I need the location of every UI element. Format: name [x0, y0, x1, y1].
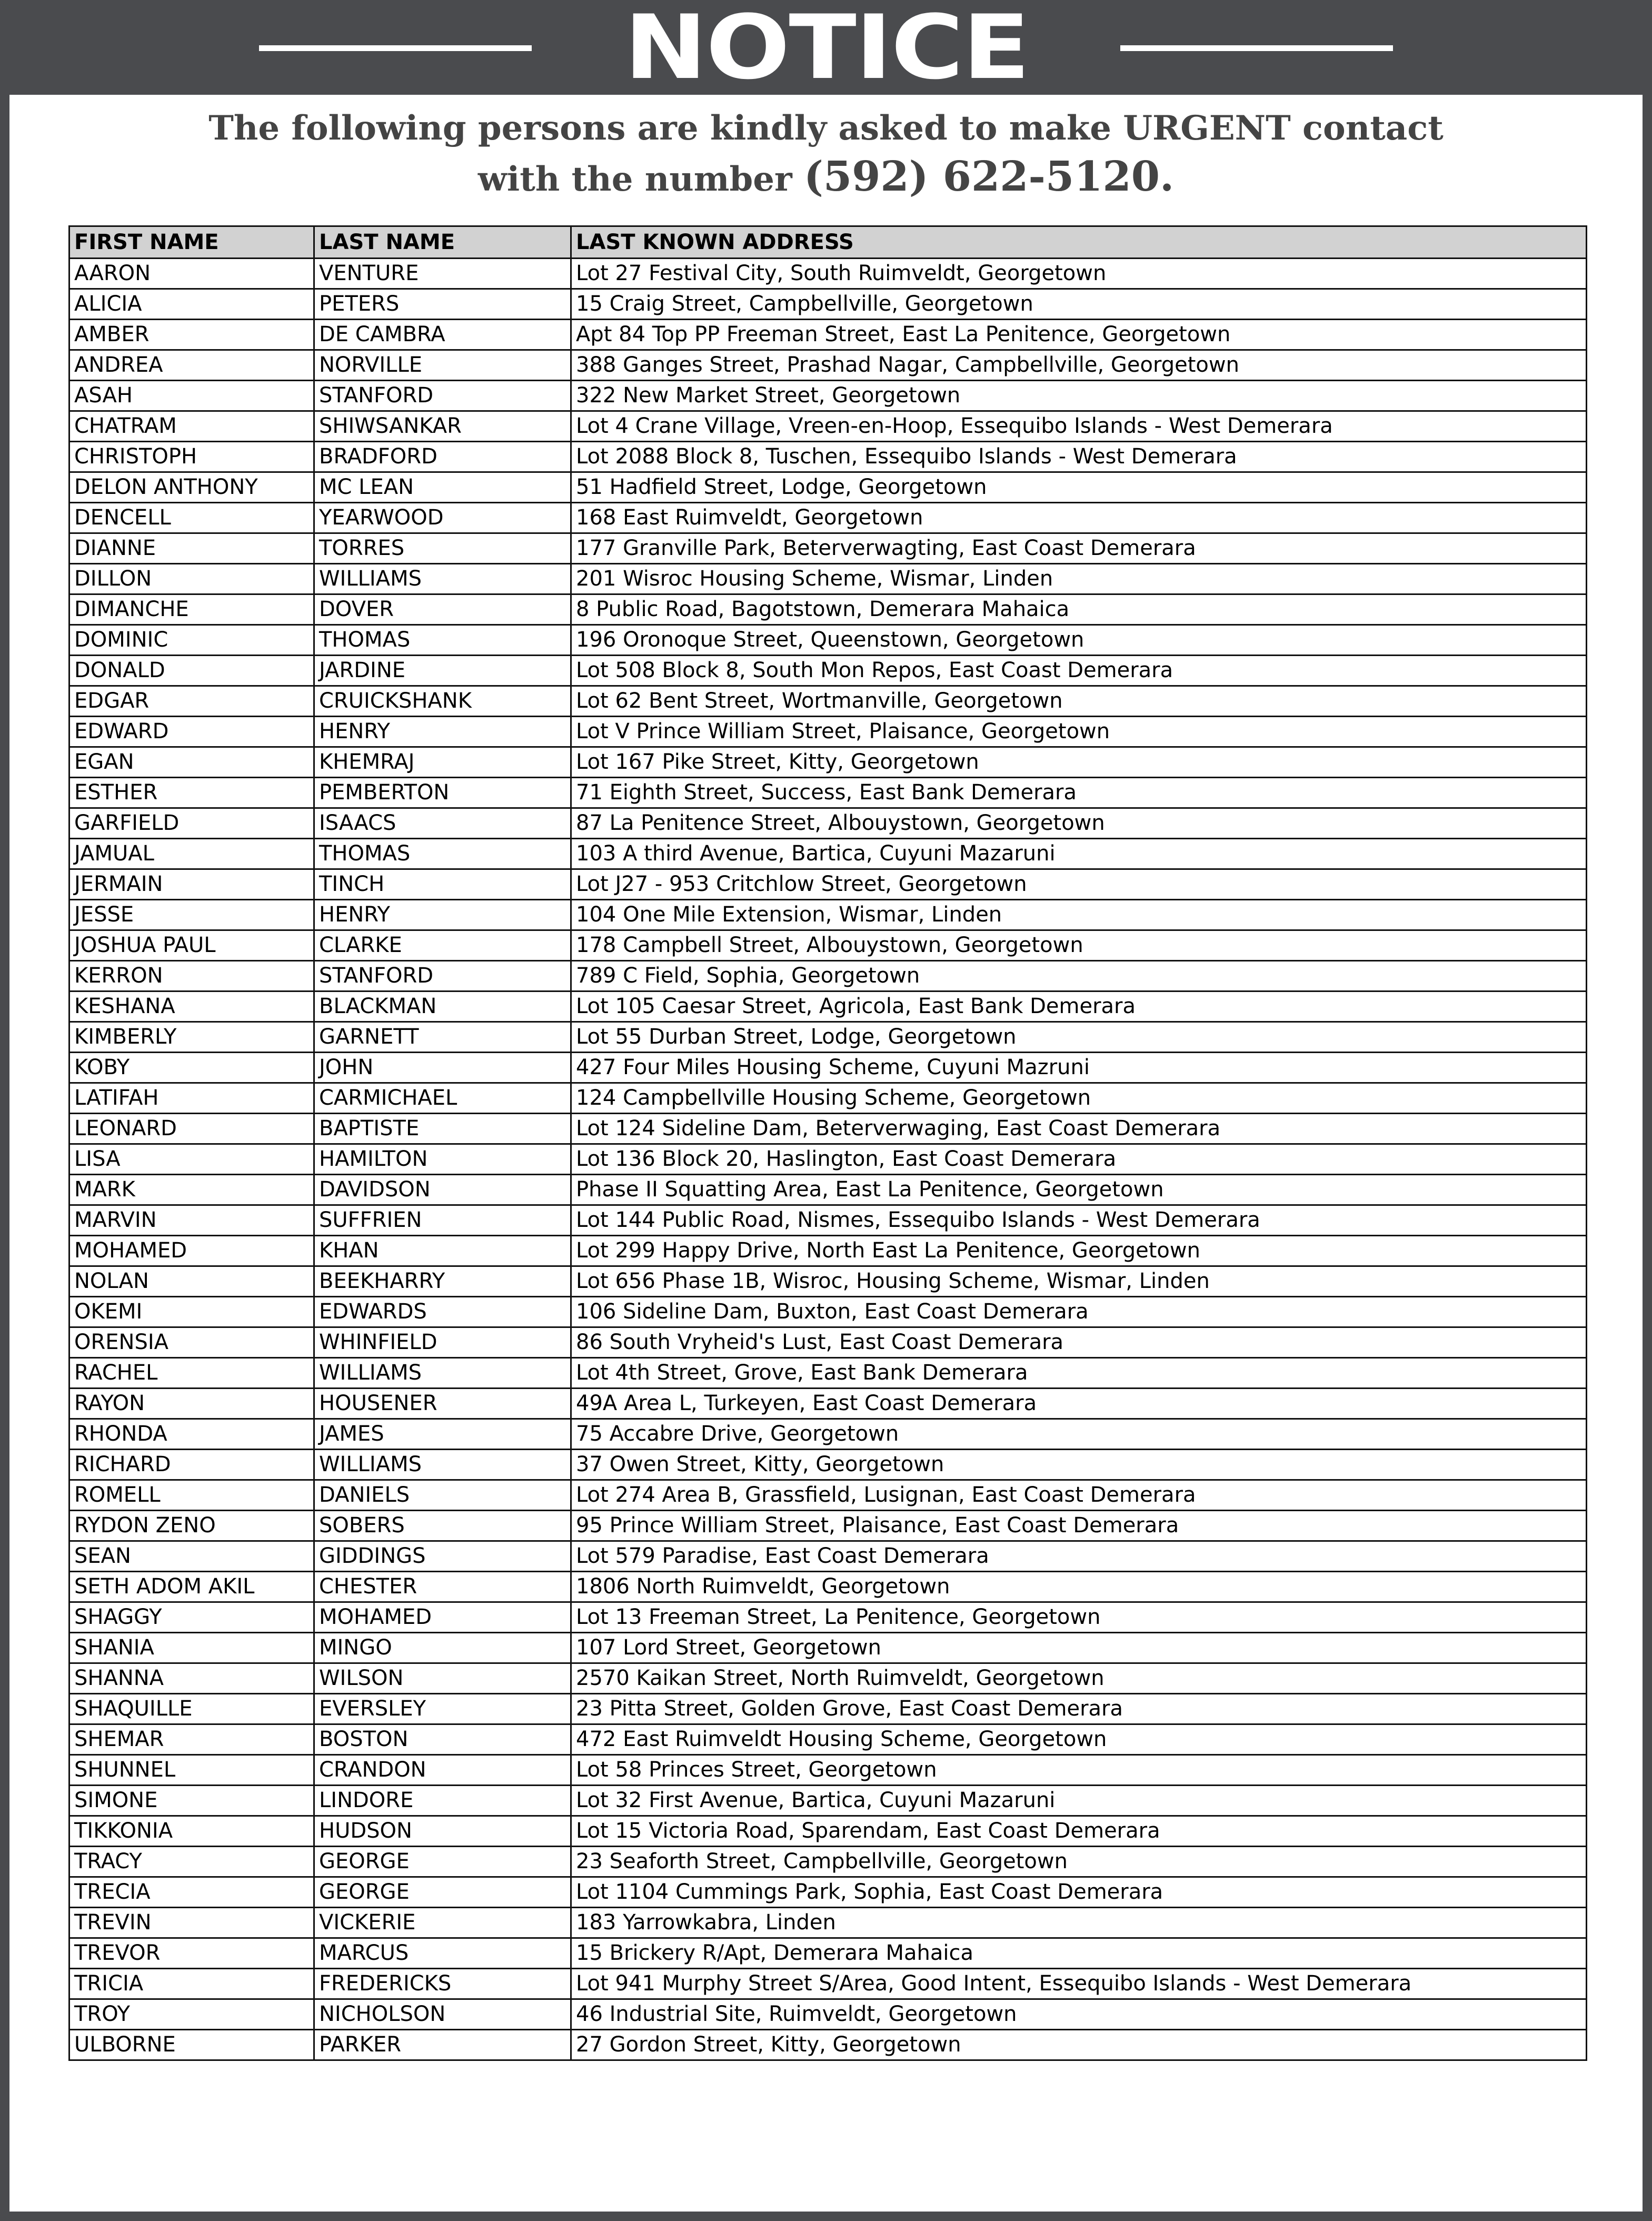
column-header-first-name: FIRST NAME — [69, 226, 314, 259]
table-row — [69, 1663, 1587, 1694]
first-name-cell: DONALD — [69, 656, 314, 686]
persons-table — [68, 225, 1587, 2061]
address-cell: Lot 32 First Avenue, Bartica, Cuyuni Mazaruni — [571, 1786, 1587, 1816]
first-name-cell: TREVIN — [69, 1908, 314, 1938]
table-row — [69, 1999, 1587, 2030]
first-name-cell: KIMBERLY — [69, 1022, 314, 1053]
table-row — [69, 1144, 1587, 1175]
address-cell: 46 Industrial Site, Ruimveldt, Georgetown — [571, 1999, 1587, 2030]
table-row — [69, 839, 1587, 869]
last-name-cell: THOMAS — [314, 839, 571, 869]
table-row — [69, 1327, 1587, 1358]
last-name-cell: SHIWSANKAR — [314, 411, 571, 442]
address-cell: 124 Campbellville Housing Scheme, Georgetown — [571, 1083, 1587, 1114]
table-row — [69, 442, 1587, 472]
address-cell: Lot 105 Caesar Street, Agricola, East Bank Demerara — [571, 991, 1587, 1022]
first-name-cell: EGAN — [69, 747, 314, 778]
address-cell: Lot 15 Victoria Road, Sparendam, East Coast Demerara — [571, 1816, 1587, 1847]
subtitle-line-2-prefix: with the number — [477, 160, 804, 199]
first-name-cell: SEAN — [69, 1541, 314, 1572]
address-cell: 106 Sideline Dam, Buxton, East Coast Demerara — [571, 1297, 1587, 1327]
first-name-cell: JAMUAL — [69, 839, 314, 869]
table-row — [69, 656, 1587, 686]
address-cell: 15 Craig Street, Campbellville, Georgetown — [571, 289, 1587, 320]
last-name-cell: VENTURE — [314, 259, 571, 289]
table-row — [69, 686, 1587, 717]
last-name-cell: YEARWOOD — [314, 503, 571, 533]
address-cell: Phase II Squatting Area, East La Penitence, Georgetown — [571, 1175, 1587, 1205]
first-name-cell: ROMELL — [69, 1480, 314, 1511]
last-name-cell: HUDSON — [314, 1816, 571, 1847]
address-cell: 103 A third Avenue, Bartica, Cuyuni Mazaruni — [571, 839, 1587, 869]
last-name-cell: WHINFIELD — [314, 1327, 571, 1358]
address-cell: Lot 136 Block 20, Haslington, East Coast Demerara — [571, 1144, 1587, 1175]
first-name-cell: SHEMAR — [69, 1724, 314, 1755]
last-name-cell: TINCH — [314, 869, 571, 900]
address-cell: 95 Prince William Street, Plaisance, East Coast Demerara — [571, 1511, 1587, 1541]
table-row — [69, 1572, 1587, 1602]
address-cell: 87 La Penitence Street, Albouystown, Georgetown — [571, 808, 1587, 839]
address-cell: Lot 508 Block 8, South Mon Repos, East Coast Demerara — [571, 656, 1587, 686]
table-row — [69, 717, 1587, 747]
last-name-cell: HENRY — [314, 900, 571, 930]
first-name-cell: JOSHUA PAUL — [69, 930, 314, 961]
last-name-cell: PETERS — [314, 289, 571, 320]
first-name-cell: MARK — [69, 1175, 314, 1205]
persons-table-wrapper — [68, 225, 1586, 2061]
first-name-cell: DENCELL — [69, 503, 314, 533]
last-name-cell: WILLIAMS — [314, 564, 571, 594]
first-name-cell: KOBY — [69, 1053, 314, 1083]
address-cell: 15 Brickery R/Apt, Demerara Mahaica — [571, 1938, 1587, 1969]
last-name-cell: BAPTISTE — [314, 1114, 571, 1144]
last-name-cell: CARMICHAEL — [314, 1083, 571, 1114]
last-name-cell: DOVER — [314, 594, 571, 625]
last-name-cell: GIDDINGS — [314, 1541, 571, 1572]
address-cell: Lot J27 - 953 Critchlow Street, Georgetown — [571, 869, 1587, 900]
first-name-cell: AARON — [69, 259, 314, 289]
last-name-cell: MC LEAN — [314, 472, 571, 503]
last-name-cell: CRUICKSHANK — [314, 686, 571, 717]
address-cell: Lot 941 Murphy Street S/Area, Good Intent, Essequibo Islands - West Demerara — [571, 1969, 1587, 1999]
header-band — [0, 0, 1652, 99]
table-row — [69, 1816, 1587, 1847]
first-name-cell: SETH ADOM AKIL — [69, 1572, 314, 1602]
last-name-cell: EVERSLEY — [314, 1694, 571, 1724]
first-name-cell: SHANIA — [69, 1633, 314, 1663]
last-name-cell: CHESTER — [314, 1572, 571, 1602]
address-cell: Lot 4th Street, Grove, East Bank Demerara — [571, 1358, 1587, 1389]
first-name-cell: TRACY — [69, 1847, 314, 1877]
address-cell: 472 East Ruimveldt Housing Scheme, Georgetown — [571, 1724, 1587, 1755]
table-row — [69, 472, 1587, 503]
address-cell: Lot 579 Paradise, East Coast Demerara — [571, 1541, 1587, 1572]
table-row — [69, 1755, 1587, 1786]
subtitle-line-2 — [9, 153, 1643, 204]
last-name-cell: NICHOLSON — [314, 1999, 571, 2030]
first-name-cell: DILLON — [69, 564, 314, 594]
table-row — [69, 1114, 1587, 1144]
table-row — [69, 1083, 1587, 1114]
first-name-cell: ESTHER — [69, 778, 314, 808]
address-cell: 1806 North Ruimveldt, Georgetown — [571, 1572, 1587, 1602]
last-name-cell: HAMILTON — [314, 1144, 571, 1175]
table-row — [69, 1358, 1587, 1389]
table-row — [69, 961, 1587, 991]
first-name-cell: ASAH — [69, 381, 314, 411]
table-row — [69, 1969, 1587, 1999]
table-body — [69, 259, 1587, 2060]
first-name-cell: SHUNNEL — [69, 1755, 314, 1786]
table-row — [69, 900, 1587, 930]
address-cell: 201 Wisroc Housing Scheme, Wismar, Linden — [571, 564, 1587, 594]
address-cell: Lot 299 Happy Drive, North East La Penitence, Georgetown — [571, 1236, 1587, 1266]
first-name-cell: TROY — [69, 1999, 314, 2030]
address-cell: Lot 62 Bent Street, Wortmanville, Georgetown — [571, 686, 1587, 717]
address-cell: Lot 124 Sideline Dam, Beterverwaging, East Coast Demerara — [571, 1114, 1587, 1144]
address-cell: 37 Owen Street, Kitty, Georgetown — [571, 1450, 1587, 1480]
address-cell: 104 One Mile Extension, Wismar, Linden — [571, 900, 1587, 930]
table-row — [69, 1938, 1587, 1969]
table-row — [69, 1480, 1587, 1511]
address-cell: Lot 274 Area B, Grassfield, Lusignan, East Coast Demerara — [571, 1480, 1587, 1511]
last-name-cell: HOUSENER — [314, 1389, 571, 1419]
contact-phone-number: (592) 622-5120. — [803, 153, 1175, 201]
address-cell: Lot 1104 Cummings Park, Sophia, East Coast Demerara — [571, 1877, 1587, 1908]
address-cell: Apt 84 Top PP Freeman Street, East La Penitence, Georgetown — [571, 320, 1587, 350]
table-row — [69, 1175, 1587, 1205]
first-name-cell: LATIFAH — [69, 1083, 314, 1114]
table-row — [69, 1724, 1587, 1755]
last-name-cell: MARCUS — [314, 1938, 571, 1969]
last-name-cell: GEORGE — [314, 1877, 571, 1908]
first-name-cell: TRICIA — [69, 1969, 314, 1999]
last-name-cell: WILSON — [314, 1663, 571, 1694]
table-row — [69, 503, 1587, 533]
first-name-cell: DELON ANTHONY — [69, 472, 314, 503]
last-name-cell: KHAN — [314, 1236, 571, 1266]
table-row — [69, 778, 1587, 808]
first-name-cell: RACHEL — [69, 1358, 314, 1389]
address-cell: 86 South Vryheid's Lust, East Coast Demerara — [571, 1327, 1587, 1358]
last-name-cell: JAMES — [314, 1419, 571, 1450]
address-cell: 8 Public Road, Bagotstown, Demerara Mahaica — [571, 594, 1587, 625]
table-row — [69, 1022, 1587, 1053]
last-name-cell: THOMAS — [314, 625, 571, 656]
first-name-cell: RICHARD — [69, 1450, 314, 1480]
first-name-cell: RYDON ZENO — [69, 1511, 314, 1541]
notice-subtitle — [9, 104, 1643, 204]
address-cell: 168 East Ruimveldt, Georgetown — [571, 503, 1587, 533]
address-cell: Lot 55 Durban Street, Lodge, Georgetown — [571, 1022, 1587, 1053]
table-row — [69, 1908, 1587, 1938]
first-name-cell: EDGAR — [69, 686, 314, 717]
address-cell: 49A Area L, Turkeyen, East Coast Demerara — [571, 1389, 1587, 1419]
last-name-cell: PEMBERTON — [314, 778, 571, 808]
address-cell: Lot 27 Festival City, South Ruimveldt, Georgetown — [571, 259, 1587, 289]
last-name-cell: KHEMRAJ — [314, 747, 571, 778]
table-row — [69, 1053, 1587, 1083]
first-name-cell: RHONDA — [69, 1419, 314, 1450]
address-cell: 71 Eighth Street, Success, East Bank Demerara — [571, 778, 1587, 808]
address-cell: Lot 656 Phase 1B, Wisroc, Housing Scheme, Wismar, Linden — [571, 1266, 1587, 1297]
first-name-cell: SHAQUILLE — [69, 1694, 314, 1724]
table-row — [69, 1450, 1587, 1480]
address-cell: 177 Granville Park, Beterverwagting, East Coast Demerara — [571, 533, 1587, 564]
address-cell: 388 Ganges Street, Prashad Nagar, Campbellville, Georgetown — [571, 350, 1587, 381]
table-row — [69, 930, 1587, 961]
first-name-cell: ANDREA — [69, 350, 314, 381]
last-name-cell: JARDINE — [314, 656, 571, 686]
first-name-cell: EDWARD — [69, 717, 314, 747]
first-name-cell: OKEMI — [69, 1297, 314, 1327]
table-row — [69, 1602, 1587, 1633]
last-name-cell: GEORGE — [314, 1847, 571, 1877]
table-row — [69, 1389, 1587, 1419]
last-name-cell: STANFORD — [314, 961, 571, 991]
first-name-cell: ALICIA — [69, 289, 314, 320]
first-name-cell: DIANNE — [69, 533, 314, 564]
last-name-cell: MINGO — [314, 1633, 571, 1663]
table-row — [69, 1266, 1587, 1297]
first-name-cell: TIKKONIA — [69, 1816, 314, 1847]
address-cell: Lot 2088 Block 8, Tuschen, Essequibo Islands - West Demerara — [571, 442, 1587, 472]
address-cell: 322 New Market Street, Georgetown — [571, 381, 1587, 411]
address-cell: 27 Gordon Street, Kitty, Georgetown — [571, 2030, 1587, 2060]
table-row — [69, 1236, 1587, 1266]
last-name-cell: NORVILLE — [314, 350, 571, 381]
first-name-cell: ORENSIA — [69, 1327, 314, 1358]
address-cell: 196 Oronoque Street, Queenstown, Georgetown — [571, 625, 1587, 656]
last-name-cell: BOSTON — [314, 1724, 571, 1755]
table-row — [69, 411, 1587, 442]
last-name-cell: PARKER — [314, 2030, 571, 2060]
table-row — [69, 1511, 1587, 1541]
last-name-cell: DE CAMBRA — [314, 320, 571, 350]
address-cell: 23 Pitta Street, Golden Grove, East Coast Demerara — [571, 1694, 1587, 1724]
address-cell: 427 Four Miles Housing Scheme, Cuyuni Mazruni — [571, 1053, 1587, 1083]
first-name-cell: KESHANA — [69, 991, 314, 1022]
table-row — [69, 289, 1587, 320]
last-name-cell: SOBERS — [314, 1511, 571, 1541]
table-row — [69, 808, 1587, 839]
table-row — [69, 1205, 1587, 1236]
table-row — [69, 350, 1587, 381]
table-row — [69, 1541, 1587, 1572]
first-name-cell: NOLAN — [69, 1266, 314, 1297]
header-rule-left — [259, 45, 532, 51]
first-name-cell: SHAGGY — [69, 1602, 314, 1633]
address-cell: 789 C Field, Sophia, Georgetown — [571, 961, 1587, 991]
last-name-cell: CRANDON — [314, 1755, 571, 1786]
first-name-cell: RAYON — [69, 1389, 314, 1419]
table-row — [69, 533, 1587, 564]
first-name-cell: CHATRAM — [69, 411, 314, 442]
notice-title: NOTICE — [624, 0, 1029, 99]
address-cell: 51 Hadfield Street, Lodge, Georgetown — [571, 472, 1587, 503]
last-name-cell: EDWARDS — [314, 1297, 571, 1327]
column-header-last-name: LAST NAME — [314, 226, 571, 259]
address-cell: Lot 58 Princes Street, Georgetown — [571, 1755, 1587, 1786]
first-name-cell: LISA — [69, 1144, 314, 1175]
table-row — [69, 564, 1587, 594]
table-row — [69, 625, 1587, 656]
first-name-cell: GARFIELD — [69, 808, 314, 839]
address-cell: 107 Lord Street, Georgetown — [571, 1633, 1587, 1663]
last-name-cell: LINDORE — [314, 1786, 571, 1816]
first-name-cell: AMBER — [69, 320, 314, 350]
last-name-cell: STANFORD — [314, 381, 571, 411]
table-row — [69, 869, 1587, 900]
table-row — [69, 259, 1587, 289]
address-cell: 2570 Kaikan Street, North Ruimveldt, Georgetown — [571, 1663, 1587, 1694]
address-cell: Lot V Prince William Street, Plaisance, Georgetown — [571, 717, 1587, 747]
address-cell: 183 Yarrowkabra, Linden — [571, 1908, 1587, 1938]
last-name-cell: ISAACS — [314, 808, 571, 839]
table-row — [69, 1847, 1587, 1877]
last-name-cell: BRADFORD — [314, 442, 571, 472]
first-name-cell: LEONARD — [69, 1114, 314, 1144]
last-name-cell: WILLIAMS — [314, 1358, 571, 1389]
table-row — [69, 747, 1587, 778]
first-name-cell: TRECIA — [69, 1877, 314, 1908]
table-row — [69, 1297, 1587, 1327]
last-name-cell: TORRES — [314, 533, 571, 564]
table-row — [69, 1877, 1587, 1908]
last-name-cell: HENRY — [314, 717, 571, 747]
last-name-cell: JOHN — [314, 1053, 571, 1083]
address-cell: Lot 13 Freeman Street, La Penitence, Georgetown — [571, 1602, 1587, 1633]
last-name-cell: WILLIAMS — [314, 1450, 571, 1480]
address-cell: Lot 167 Pike Street, Kitty, Georgetown — [571, 747, 1587, 778]
last-name-cell: DAVIDSON — [314, 1175, 571, 1205]
last-name-cell: SUFFRIEN — [314, 1205, 571, 1236]
address-cell: Lot 4 Crane Village, Vreen-en-Hoop, Essequibo Islands - West Demerara — [571, 411, 1587, 442]
subtitle-line-1: The following persons are kindly asked to make URGENT contact — [208, 108, 1444, 148]
last-name-cell: BEEKHARRY — [314, 1266, 571, 1297]
last-name-cell: DANIELS — [314, 1480, 571, 1511]
last-name-cell: MOHAMED — [314, 1602, 571, 1633]
first-name-cell: MOHAMED — [69, 1236, 314, 1266]
first-name-cell: TREVOR — [69, 1938, 314, 1969]
table-row — [69, 320, 1587, 350]
column-header-address: LAST KNOWN ADDRESS — [571, 226, 1587, 259]
first-name-cell: JERMAIN — [69, 869, 314, 900]
first-name-cell: DIMANCHE — [69, 594, 314, 625]
first-name-cell: JESSE — [69, 900, 314, 930]
last-name-cell: FREDERICKS — [314, 1969, 571, 1999]
table-row — [69, 1633, 1587, 1663]
address-cell: 178 Campbell Street, Albouystown, Georgetown — [571, 930, 1587, 961]
first-name-cell: DOMINIC — [69, 625, 314, 656]
address-cell: 75 Accabre Drive, Georgetown — [571, 1419, 1587, 1450]
table-row — [69, 1786, 1587, 1816]
first-name-cell: ULBORNE — [69, 2030, 314, 2060]
first-name-cell: SHANNA — [69, 1663, 314, 1694]
table-header-row — [69, 226, 1587, 259]
first-name-cell: KERRON — [69, 961, 314, 991]
table-row — [69, 2030, 1587, 2060]
last-name-cell: GARNETT — [314, 1022, 571, 1053]
table-row — [69, 1419, 1587, 1450]
first-name-cell: MARVIN — [69, 1205, 314, 1236]
table-row — [69, 594, 1587, 625]
last-name-cell: VICKERIE — [314, 1908, 571, 1938]
table-row — [69, 1694, 1587, 1724]
table-row — [69, 991, 1587, 1022]
last-name-cell: BLACKMAN — [314, 991, 571, 1022]
first-name-cell: CHRISTOPH — [69, 442, 314, 472]
first-name-cell: SIMONE — [69, 1786, 314, 1816]
table-row — [69, 381, 1587, 411]
address-cell: Lot 144 Public Road, Nismes, Essequibo Islands - West Demerara — [571, 1205, 1587, 1236]
header-rule-right — [1120, 45, 1393, 51]
address-cell: 23 Seaforth Street, Campbellville, Georgetown — [571, 1847, 1587, 1877]
last-name-cell: CLARKE — [314, 930, 571, 961]
